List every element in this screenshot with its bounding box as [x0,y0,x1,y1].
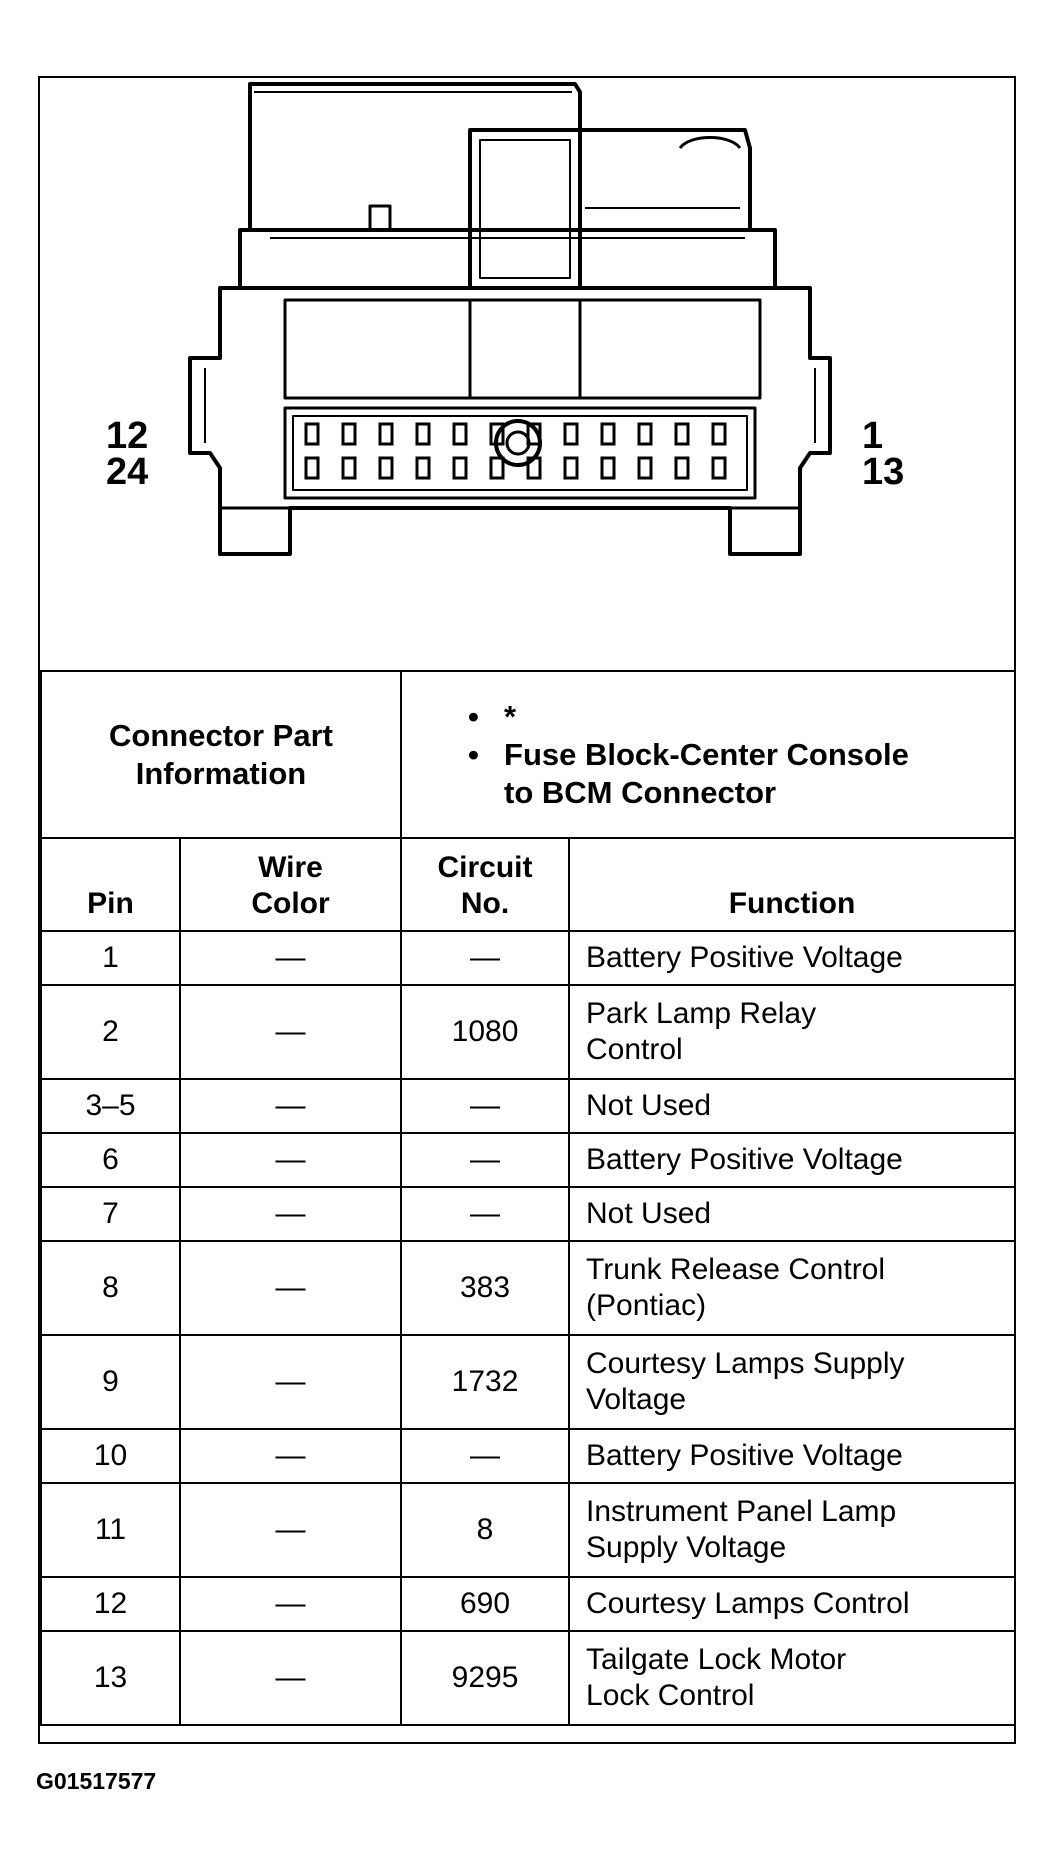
function-cell [569,1577,1015,1631]
pin-cell: 7 [41,1187,180,1241]
function-cell [569,1631,1015,1725]
function-line: Battery Positive Voltage [586,1439,903,1472]
pin-cell: 1 [41,931,180,985]
part-info-line2: Information [135,755,307,791]
table-row [41,985,1015,1079]
pin-cavity [565,458,577,478]
circuit-cell: 1080 [401,985,569,1079]
bullet-item-continued [468,774,1004,812]
pin-cavity [565,424,577,444]
function-line: Courtesy Lamps Supply [586,1347,905,1380]
connector-drawing [40,78,1014,670]
pin-cell: 3–5 [41,1079,180,1133]
wire-color-cell: — [180,1483,401,1577]
pin-cavity [306,458,318,478]
pin-cavity [454,458,466,478]
connector-info-row [41,671,1015,838]
function-cell [569,1429,1015,1483]
function-line: Not Used [586,1089,712,1122]
function-cell [569,1335,1015,1429]
pin-cavity [417,458,429,478]
pin-cavity [343,424,355,444]
table-row [41,1577,1015,1631]
column-header-pin: Pin [41,838,180,931]
connector-part-info-cell [41,671,401,838]
circuit-cell: 690 [401,1577,569,1631]
table-row [41,1483,1015,1577]
pin-cell: 10 [41,1429,180,1483]
pin-cavity [676,458,688,478]
pin-cell: 9 [41,1335,180,1429]
figure-id: G01517577 [36,1768,157,1794]
wire-color-cell: — [180,1241,401,1335]
wire-color-cell: — [180,931,401,985]
circuit-cell: — [401,1187,569,1241]
function-cell [569,1187,1015,1241]
function-line: Voltage [586,1383,687,1416]
connector-diagram [40,78,1014,670]
pin-cavity [491,458,503,478]
function-line: Supply Voltage [586,1531,787,1564]
wire-color-cell: — [180,1429,401,1483]
pin-cavity [380,458,392,478]
function-line: Park Lamp Relay [586,997,817,1030]
column-header-wire-color: Wire Color [180,838,401,931]
function-cell [569,1133,1015,1187]
table-row [41,1429,1015,1483]
circuit-cell: — [401,1133,569,1187]
function-line: Trunk Release Control [586,1253,886,1286]
pin-cavity [639,458,651,478]
wire-color-cell: — [180,985,401,1079]
circuit-cell: 383 [401,1241,569,1335]
column-header-row [41,838,1015,931]
bullet-item [468,698,1004,736]
pin-cavity [306,424,318,444]
table-row [41,931,1015,985]
circuit-cell: — [401,931,569,985]
table-row [41,1187,1015,1241]
column-header-circuit: Circuit No. [401,838,569,931]
circuit-cell: — [401,1429,569,1483]
function-cell [569,1483,1015,1577]
pin-cell: 2 [41,985,180,1079]
table-row [41,1335,1015,1429]
table-row [41,1631,1015,1725]
function-line: Tailgate Lock Motor [586,1643,847,1676]
wire-color-cell: — [180,1577,401,1631]
pin-label-1: 1 [862,415,884,457]
table-row [41,1241,1015,1335]
bullet-text: * [504,698,517,734]
pin-cell: 6 [41,1133,180,1187]
pin-cavity [713,458,725,478]
function-cell [569,931,1015,985]
function-line: (Pontiac) [586,1289,707,1322]
bullet-text: to BCM Connector [504,774,777,810]
pin-cell: 8 [41,1241,180,1335]
wire-color-cell: — [180,1187,401,1241]
function-cell [569,1079,1015,1133]
function-line: Battery Positive Voltage [586,1143,903,1176]
pin-cavity [602,458,614,478]
bullet-text: Fuse Block-Center Console [504,736,909,772]
part-info-line1: Connector Part [109,717,333,753]
pin-cavity [602,424,614,444]
pin-cavity [639,424,651,444]
pin-cavity [380,424,392,444]
pin-function-table [40,670,1016,1726]
pin-label-12: 12 [106,415,149,457]
function-line: Lock Control [586,1679,755,1712]
function-line: Battery Positive Voltage [586,941,903,974]
wire-color-cell: — [180,1079,401,1133]
bullet-dot: • [468,698,479,734]
function-line: Instrument Panel Lamp [586,1495,897,1528]
pin-cell: 12 [41,1577,180,1631]
wire-color-cell: — [180,1133,401,1187]
function-line: Control [586,1033,683,1066]
function-cell [569,985,1015,1079]
pin-label-24: 24 [106,451,149,493]
function-line: Courtesy Lamps Control [586,1587,910,1620]
connector-frame [38,76,1016,1744]
wire-color-cell: — [180,1335,401,1429]
pin-cavity [454,424,466,444]
circuit-cell: 9295 [401,1631,569,1725]
wire-color-cell: — [180,1631,401,1725]
bullet-item [468,736,1004,774]
pin-cavity [343,458,355,478]
circuit-cell: — [401,1079,569,1133]
function-cell [569,1241,1015,1335]
circuit-cell: 8 [401,1483,569,1577]
pin-cell: 13 [41,1631,180,1725]
pin-cell: 11 [41,1483,180,1577]
connector-description-cell [401,671,1015,838]
pin-cavity [676,424,688,444]
pin-label-13: 13 [862,451,905,493]
function-line: Not Used [586,1197,712,1230]
pin-cavity [713,424,725,444]
column-header-function: Function [569,838,1015,931]
table-row [41,1133,1015,1187]
pin-cavity [417,424,429,444]
table-row [41,1079,1015,1133]
bullet-dot: • [468,736,479,772]
circuit-cell: 1732 [401,1335,569,1429]
